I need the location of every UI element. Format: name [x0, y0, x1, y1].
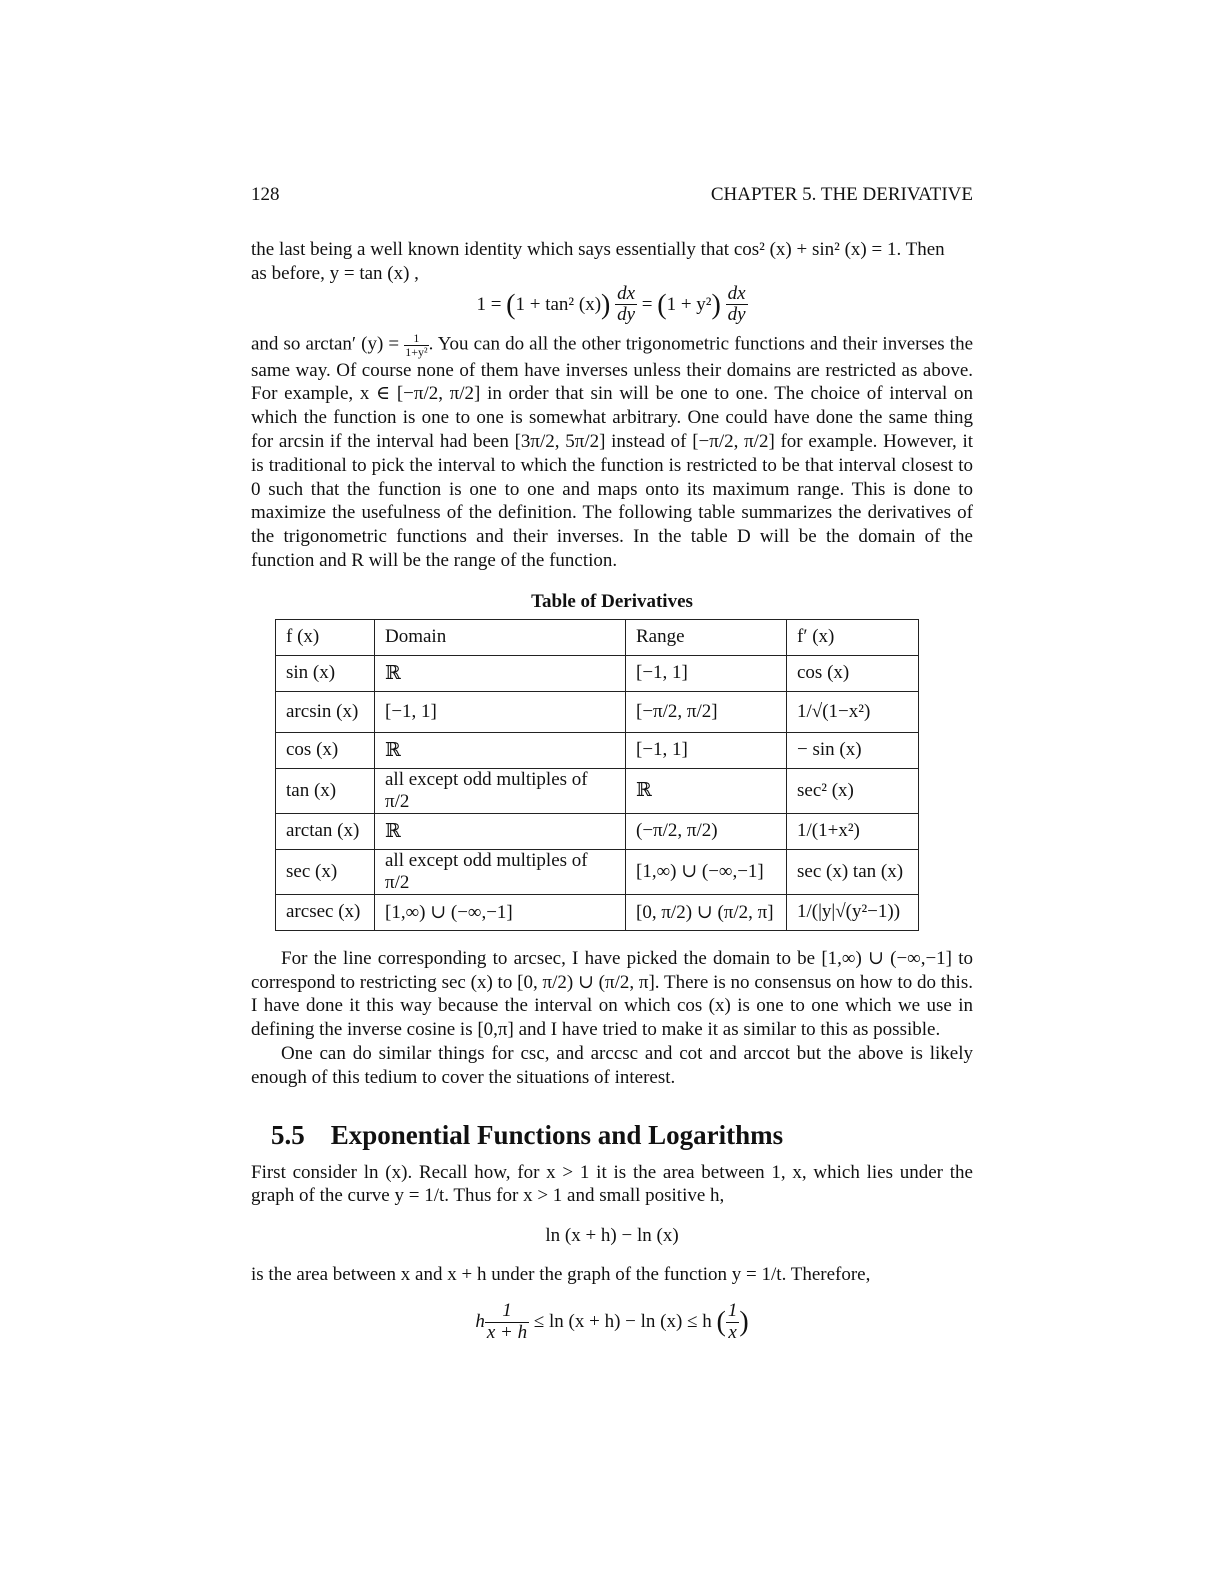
paragraph-csc-cot: One can do similar things for csc, and arccsc and cot and arccot but the above is likely enough of this tedium to cover the situations of interest. — [251, 1042, 973, 1088]
table-cell: [1,∞) ∪ (−∞,−1] — [375, 894, 626, 930]
table-cell: cos (x) — [276, 732, 375, 768]
table-cell: sec (x) — [276, 849, 375, 894]
page-number: 128 — [251, 184, 280, 205]
eq1-part1: 1 + tan² (x) — [515, 293, 602, 315]
table-cell: sin (x) — [276, 655, 375, 691]
table-cell: ℝ — [375, 813, 626, 849]
table-cell: all except odd multiples of π/2 — [375, 768, 626, 813]
eq1-part2: 1 + y² — [666, 293, 712, 315]
paragraph-area: is the area between x and x + h under the graph of the function y = 1/t. Therefore, — [251, 1264, 871, 1286]
table-cell: − sin (x) — [787, 732, 919, 768]
table-cell: tan (x) — [276, 768, 375, 813]
table-cell: [−1, 1] — [375, 691, 626, 732]
table-header: Domain — [375, 619, 626, 655]
table-cell: cos (x) — [787, 655, 919, 691]
paragraph-arcsec: For the line corresponding to arcsec, I have picked the domain to be [1,∞) ∪ (−∞,−1] to correspond to restricting sec (x) to [0, π/2) ∪ (π/2, π]. There is no consensus on how to do this. I have done it this way because the interval on which cos (x) is one to one which we use in defining the inverse cosine is [0,π] and I have tried to make it as similar to this as possible. — [251, 947, 973, 1041]
table-cell: [0, π/2) ∪ (π/2, π] — [626, 894, 787, 930]
table-cell: ℝ — [375, 655, 626, 691]
eq1-frac-1: $\frac{dx}{dy}$ — [617, 282, 636, 326]
table-cell: arcsin (x) — [276, 691, 375, 732]
table-header: f (x) — [276, 619, 375, 655]
table-cell: ℝ — [626, 768, 787, 813]
page-header — [251, 180, 973, 210]
equation-2: ln (x + h) − ln (x) — [545, 1225, 679, 1247]
table-cell: ℝ — [375, 732, 626, 768]
eq1-frac-2: $\frac{dx}{dy}$ — [727, 282, 746, 326]
derivatives-table — [275, 619, 919, 931]
paragraph-trig-inverses: and so arctan′ (y) = $\frac{1}{\text{1+y²}}$ . You can do all the other trigonometric functions and their inverses the same way. Of course none of them have inverses unless their domains are restricted as above. For example, x ∈ [−π/2, π/2] in order that sin will be one to one. The choice of interval on which the function is one to one is somewhat arbitrary. One could have done the same thing for arcsin if the interval had been [3π/2, 5π/2] instead of [−π/2, π/2] for example. However, it is traditional to pick the interval to which the function is restricted to be that interval closest to 0 such that the function is one to one and maps onto its maximum range. This is done to maximize the usefulness of the definition. The following table summarizes the derivatives of the trigonometric functions and their inverses. In the table D will be the domain of the function and R will be the range of the function. — [251, 331, 974, 571]
table-cell: 1/√(1−x²) — [787, 691, 919, 732]
table-row — [276, 813, 919, 849]
equation-3: h $\frac{1}{x + h}$ ≤ ln (x + h) − ln (x) ≤ h ( $\frac{1}{x}$ ) — [475, 1299, 749, 1343]
table-cell: sec (x) tan (x) — [787, 849, 919, 894]
table-cell: [1,∞) ∪ (−∞,−1] — [626, 849, 787, 894]
interval-1: [−π/2, π/2] — [396, 383, 481, 405]
table-cell: [−π/2, π/2] — [626, 691, 787, 732]
table-cell: all except odd multiples of π/2 — [375, 849, 626, 894]
table-row — [276, 732, 919, 768]
running-head: CHAPTER 5. THE DERIVATIVE — [710, 184, 973, 205]
table-cell: [−1, 1] — [626, 732, 787, 768]
table-header-row — [276, 619, 919, 655]
interval-2: [3π/2, 5π/2] — [514, 430, 606, 452]
table-cell: 1/(|y|√(y²−1)) — [787, 894, 919, 930]
table-row — [276, 655, 919, 691]
table-cell: (−π/2, π/2) — [626, 813, 787, 849]
table-cell: 1/(1+x²) — [787, 813, 919, 849]
intro-line-2: as before, y = tan (x) , — [251, 262, 419, 284]
paragraph-ln-intro: First consider ln (x). Recall how, for x > 1 it is the area between 1, x, which lies under the graph of the curve y = 1/t. Thus for x > 1 and small positive h, — [251, 1161, 973, 1207]
table-cell: sec² (x) — [787, 768, 919, 813]
section-heading — [251, 1120, 973, 1151]
table-title: Table of Derivatives — [531, 590, 693, 612]
table-header: Range — [626, 619, 787, 655]
intro-line-1: the last being a well known identity which says essentially that cos² (x) + sin² (x) = 1. Then — [251, 239, 945, 260]
table-cell: [−1, 1] — [626, 655, 787, 691]
table-header: f′ (x) — [787, 619, 919, 655]
table-cell: arctan (x) — [276, 813, 375, 849]
table-row — [276, 691, 919, 732]
page — [251, 180, 973, 1344]
table-cell: arcsec (x) — [276, 894, 375, 930]
equation-1: 1 = (1 + tan² (x)) $\frac{dx}{dy}$ = (1 + y²) $\frac{dx}{dy}$ — [476, 282, 746, 326]
table-row — [276, 849, 919, 894]
section-number: 5.5 — [271, 1119, 305, 1150]
table-row — [276, 894, 919, 930]
interval-3: [−π/2, π/2] — [692, 430, 775, 452]
section-title: Exponential Functions and Logarithms — [330, 1119, 784, 1150]
table-row — [276, 768, 919, 813]
